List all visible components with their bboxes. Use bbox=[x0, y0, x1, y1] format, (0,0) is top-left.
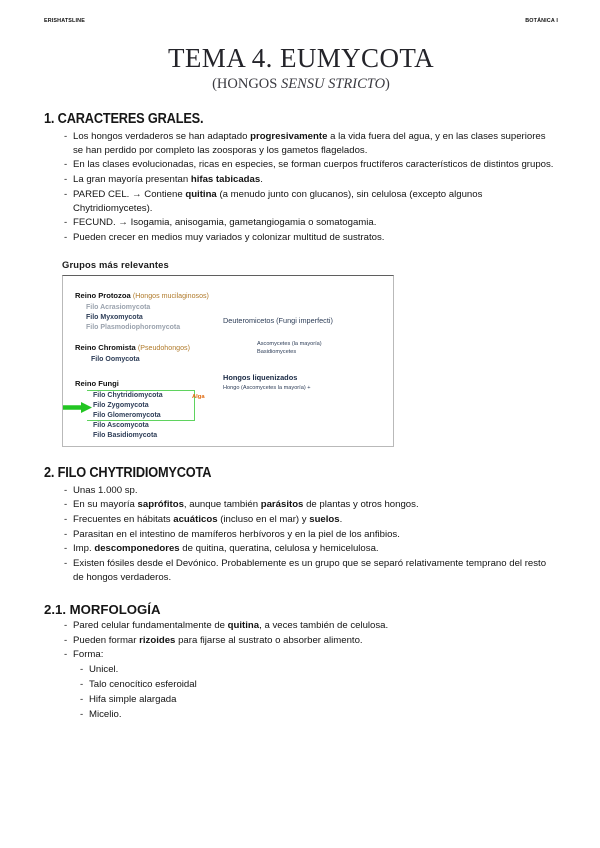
running-head-left: ERISHATSLINE bbox=[44, 18, 85, 24]
figure-inner bbox=[75, 290, 385, 438]
body-text: Unas 1.000 sp. bbox=[73, 484, 138, 496]
figure-kingdom-protozoa bbox=[75, 292, 209, 301]
running-head-right: BOTÁNICA I bbox=[525, 18, 558, 24]
list-item bbox=[64, 542, 558, 556]
figure-phylum-ascomycota: Filo Ascomycota bbox=[93, 421, 149, 429]
emphasis-text: parásitos bbox=[260, 499, 304, 511]
figure-phylum-acrasiomycota: Filo Acrasiomycota bbox=[86, 303, 151, 311]
kingdom-name: Reino Fungi bbox=[75, 378, 119, 388]
list-item bbox=[64, 158, 558, 172]
list-item bbox=[64, 231, 558, 245]
body-text: . bbox=[339, 514, 343, 526]
figure-deuteromicetos-item-0: Ascomycetes (la mayoría) bbox=[257, 340, 322, 347]
kingdom-paren: (Hongos mucilaginosos) bbox=[132, 291, 209, 300]
list-item: - Hifa simple alargada bbox=[80, 693, 558, 708]
body-text: Pared celular fundamentalmente de bbox=[73, 620, 228, 632]
body-text: . bbox=[260, 173, 263, 185]
figure-title: Grupos más relevantes bbox=[62, 258, 169, 270]
figure-liquenizados-sub: Hongo (Ascomycetes la mayoría) + bbox=[223, 384, 311, 391]
emphasis-text: hifas tabicadas bbox=[190, 173, 261, 185]
figure-grupos-relevantes bbox=[62, 259, 394, 447]
list-item bbox=[64, 557, 558, 585]
list-item bbox=[64, 130, 558, 158]
emphasis-text: rizoides bbox=[139, 634, 176, 646]
section-2-heading: 2. FILO CHYTRIDIOMYCOTA bbox=[44, 464, 212, 481]
section-1-heading: 1. CARACTERES GRALES. bbox=[44, 110, 204, 127]
list-item bbox=[64, 619, 558, 633]
body-text: En las clases evolucionadas, ricas en especies, se forman cuerpos fructíferos característicos de distintos grupos. bbox=[73, 159, 554, 171]
body-text: Forma: bbox=[73, 649, 104, 661]
figure-phylum-chytridiomycota: Filo Chytridiomycota bbox=[93, 391, 163, 399]
body-text: Existen fósiles desde el Devónico. Probablemente es un grupo que se separó relativamente temprano del resto de hongos verdaderos. bbox=[73, 557, 547, 583]
figure-phylum-glomeromycota: Filo Glomeromycota bbox=[93, 411, 161, 419]
list-item: - Unicel. bbox=[80, 663, 558, 678]
kingdom-name: Reino Protozoa bbox=[75, 290, 131, 300]
list-item: - Talo cenocítico esferoidal bbox=[80, 678, 558, 693]
figure-kingdom-chromista bbox=[75, 344, 190, 353]
list-item bbox=[64, 528, 558, 542]
figure-alga-label: Alga bbox=[192, 393, 205, 400]
emphasis-text: progresivamente bbox=[250, 130, 328, 142]
emphasis-text: quitina bbox=[185, 188, 217, 200]
figure-deuteromicetos-title: Deuteromicetos (Fungi imperfecti) bbox=[223, 315, 333, 325]
subtitle-prefix: (HONGOS bbox=[212, 75, 281, 92]
body-text: Frecuentes en hábitats bbox=[73, 514, 174, 526]
green-arrow-icon bbox=[63, 402, 93, 413]
figure-phylum-basidiomycota: Filo Basidiomycota bbox=[93, 431, 158, 439]
section-21-bullets bbox=[44, 619, 558, 662]
list-item: - Micelio. bbox=[80, 708, 558, 723]
body-text: (incluso en el mar) y bbox=[217, 514, 310, 526]
list-item bbox=[64, 498, 558, 512]
list-item bbox=[64, 188, 558, 216]
body-text: , a veces también de celulosa. bbox=[259, 620, 389, 632]
page-subtitle bbox=[44, 77, 558, 93]
body-text: a la vida fuera del agua, y en las clases superiores se han perdido por completo las zoosporas y los gametos flagelados. bbox=[73, 130, 546, 156]
list-item bbox=[64, 513, 558, 527]
figure-phylum-oomycota: Filo Oomycota bbox=[91, 355, 140, 363]
figure-phylum-zygomycota: Filo Zygomycota bbox=[93, 401, 149, 409]
figure-box bbox=[62, 275, 394, 447]
body-text: La gran mayoría presentan bbox=[73, 173, 191, 185]
body-text: Imp. bbox=[73, 543, 95, 555]
body-text: (a menudo junto con glucanos), sin celulosa (excepto algunos Chytridiomycetes). bbox=[73, 188, 483, 214]
section-2-bullets bbox=[44, 484, 558, 585]
section-1-bullets bbox=[44, 130, 558, 245]
kingdom-name: Reino Chromista bbox=[75, 342, 136, 352]
kingdom-paren: (Pseudohongos) bbox=[137, 343, 190, 352]
list-item bbox=[64, 634, 558, 648]
body-text: de plantas y otros hongos. bbox=[303, 499, 419, 511]
running-head bbox=[44, 18, 558, 30]
subtitle-italic: SENSU STRICTO bbox=[280, 75, 386, 92]
figure-phylum-myxomycota: Filo Myxomycota bbox=[86, 313, 143, 321]
subtitle-suffix: ) bbox=[385, 75, 390, 92]
body-text: Parasitan en el intestino de mamíferos herbívoros y en la piel de los anfibios. bbox=[73, 528, 400, 540]
page-title: TEMA 4. EUMYCOTA bbox=[168, 43, 434, 73]
figure-liquenizados-title: Hongos liquenizados bbox=[223, 372, 298, 382]
body-text: para fijarse al sustrato o absorber alimento. bbox=[175, 634, 363, 646]
section-21-forma-list bbox=[44, 663, 558, 722]
emphasis-text: descomponedores bbox=[94, 543, 180, 555]
figure-deuteromicetos-item-1: Basidiomycetes bbox=[257, 348, 297, 355]
body-text: FECUND. → Isogamia, anisogamia, gametangiogamia o somatogamia. bbox=[73, 217, 377, 229]
green-bracket-highlight bbox=[87, 390, 195, 421]
section-21-heading: 2.1. MORFOLOGÍA bbox=[44, 602, 161, 618]
body-text: , aunque también bbox=[183, 499, 261, 511]
body-text: de quitina, queratina, celulosa y hemicelulosa. bbox=[179, 543, 379, 555]
list-item bbox=[64, 216, 558, 230]
body-text: PARED CEL. → Contiene bbox=[73, 188, 186, 200]
list-item bbox=[64, 173, 558, 187]
emphasis-text: saprófitos bbox=[137, 499, 184, 511]
figure-kingdom-fungi bbox=[75, 380, 119, 388]
emphasis-text: suelos bbox=[309, 514, 340, 526]
emphasis-text: quitina bbox=[227, 620, 260, 632]
body-text: Pueden formar bbox=[73, 634, 140, 646]
list-item bbox=[64, 648, 558, 662]
body-text: En su mayoría bbox=[73, 499, 138, 511]
body-text: Los hongos verdaderos se han adaptado bbox=[73, 130, 251, 142]
list-item bbox=[64, 484, 558, 498]
figure-phylum-plasmodiophoromycota: Filo Plasmodiophoromycota bbox=[86, 323, 181, 331]
emphasis-text: acuáticos bbox=[173, 514, 218, 526]
body-text: Pueden crecer en medios muy variados y colonizar multitud de sustratos. bbox=[73, 231, 385, 243]
